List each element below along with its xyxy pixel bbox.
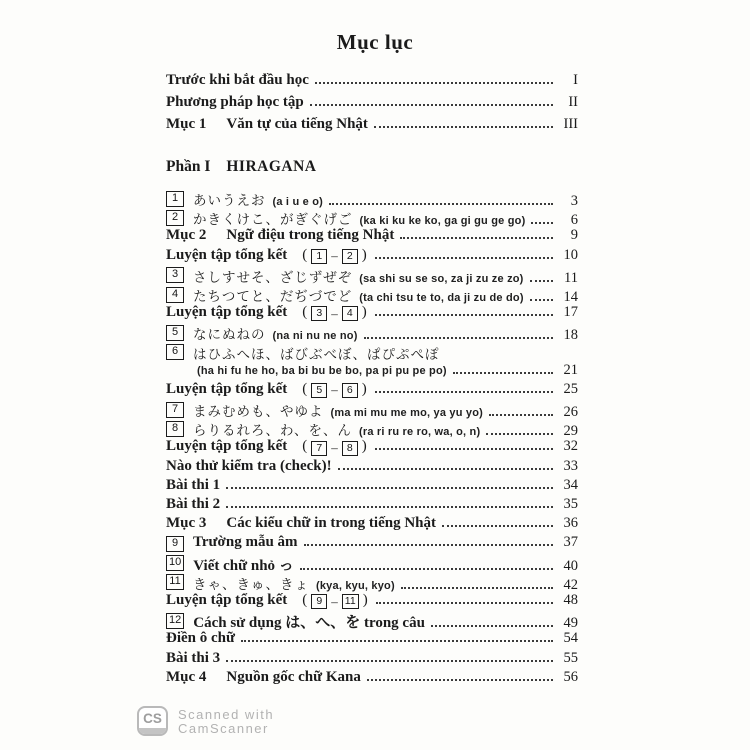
toc-row (166, 247, 578, 266)
page-number: 14 (563, 288, 578, 305)
practice-label: Luyện tập tổng kết (166, 380, 288, 397)
kana-text: らりるれろ、わ、を、ん (193, 423, 352, 440)
page-number: 10 (563, 246, 578, 263)
kana-text: かきくけこ、がぎぐげご (193, 212, 353, 229)
page-number: 11 (564, 269, 578, 286)
range-dash: – (331, 248, 338, 264)
dot-leader (304, 544, 553, 546)
toc-row (166, 496, 578, 515)
toc-row (166, 72, 578, 94)
section-label: Mục 1 (166, 116, 207, 132)
toc-row (166, 438, 578, 457)
watermark-text (178, 708, 274, 735)
dot-leader (489, 414, 553, 416)
range-start-box: 3 (311, 306, 327, 321)
dot-leader (310, 104, 553, 106)
page-number: 6 (570, 212, 578, 229)
kana-text: さしすせそ、ざじずぜぞ (193, 269, 353, 286)
page-number: 49 (563, 615, 578, 632)
romaji-text: (na ni nu ne no) (272, 330, 358, 343)
item-label: Cách sử dụng は、へ、を trong câu (193, 615, 425, 632)
range-start-box: 1 (311, 249, 327, 264)
item-label: Trước khi bắt đầu học (166, 72, 309, 88)
page-title: Mục lục (336, 30, 414, 54)
kana-text: まみむめも、やゆよ (193, 404, 324, 421)
romaji-text: (ma mi mu me mo, ya yu yo) (330, 407, 484, 420)
toc-row (166, 573, 578, 592)
dot-leader (315, 82, 553, 84)
item-number-box: 10 (166, 555, 184, 571)
page-number: 40 (563, 557, 578, 574)
romaji-text: (kya, kyu, kyo) (316, 579, 395, 592)
range-start-box: 9 (311, 594, 327, 609)
open-paren: ( (302, 438, 308, 455)
romaji-text: (ta chi tsu te to, da ji zu de do) (359, 291, 524, 304)
romaji-text: (ra ri ru re ro, wa, o, n) (358, 426, 481, 439)
toc-row (166, 458, 578, 477)
dot-leader (401, 587, 553, 589)
toc-row (166, 94, 578, 116)
open-paren: ( (302, 246, 308, 263)
item-number-box: 2 (166, 210, 184, 226)
page-number: 26 (563, 404, 578, 421)
practice-label: Luyện tập tổng kết (166, 591, 288, 608)
toc-row (166, 611, 578, 630)
practice-label: Luyện tập tổng kết (166, 438, 288, 455)
watermark-line-1: Scanned with (178, 707, 275, 722)
item-number-box: 9 (166, 536, 184, 552)
item-label: Nguồn gốc chữ Kana (226, 668, 361, 685)
watermark-line-2: CamScanner (178, 720, 269, 736)
page-number: 34 (563, 476, 578, 493)
section-label: Mục 2 (166, 227, 207, 244)
camscanner-watermark (137, 706, 274, 736)
section-label: Mục 3 (166, 515, 207, 532)
kana-text: なにぬねの (193, 327, 266, 344)
item-label: Ngữ điệu trong tiếng Nhật (226, 227, 395, 244)
item-label: Trường mẫu âm (193, 534, 298, 551)
dot-leader (375, 391, 553, 393)
kana-text: あいうえお (193, 193, 266, 209)
dot-leader (376, 602, 553, 604)
page-number: 33 (563, 457, 578, 474)
item-number-box: 1 (166, 191, 184, 207)
dot-leader (300, 568, 553, 570)
dot-leader (374, 126, 553, 128)
open-paren: ( (302, 591, 308, 608)
open-paren: ( (302, 380, 308, 397)
range-dash: – (331, 305, 338, 321)
item-label: Các kiểu chữ in trong tiếng Nhật (226, 515, 436, 532)
item-number-box: 12 (166, 613, 184, 629)
page-number: III (563, 116, 578, 132)
page-number: 17 (563, 304, 578, 321)
range-end-box: 2 (342, 249, 358, 264)
page-number: 18 (563, 327, 578, 344)
page-number: I (573, 72, 578, 88)
camscanner-icon-base (139, 728, 166, 734)
toc-row (166, 650, 578, 669)
open-paren: ( (302, 304, 308, 321)
page-number: 36 (563, 515, 578, 532)
dot-leader (226, 506, 553, 508)
toc-row (166, 227, 578, 246)
page-number: 3 (570, 193, 578, 209)
toc-row (166, 534, 578, 553)
close-paren: ) (361, 246, 367, 263)
dot-leader (442, 525, 553, 527)
romaji-text: (ha hi fu he ho, ba bi bu be bo, pa pi pu pe po) (197, 364, 447, 377)
toc-row (166, 592, 578, 611)
toc-row (166, 208, 578, 227)
close-paren: ) (361, 438, 367, 455)
page-number: 35 (563, 496, 578, 512)
toc-row (166, 400, 578, 419)
toc-row (166, 362, 578, 381)
item-number-box: 11 (166, 574, 184, 590)
page-number: 21 (563, 361, 578, 378)
item-number-box: 5 (166, 325, 184, 341)
dot-leader (453, 372, 553, 374)
item-label: Viết chữ nhỏ っ (193, 557, 294, 574)
dot-leader (367, 679, 553, 681)
practice-label: Luyện tập tổng kết (166, 246, 288, 263)
toc-row (166, 381, 578, 400)
toc-row (166, 630, 578, 649)
dot-leader (400, 237, 553, 239)
close-paren: ) (362, 591, 368, 608)
page-number: 56 (563, 668, 578, 685)
toc-row (166, 285, 578, 304)
page-number: 48 (563, 591, 578, 608)
dot-leader (226, 660, 553, 662)
range-dash: – (331, 593, 338, 609)
page-number: 25 (563, 380, 578, 397)
toc-row (166, 323, 578, 342)
dot-leader (375, 314, 553, 316)
toc-row (166, 116, 578, 138)
item-number-box: 6 (166, 344, 184, 360)
dot-leader (531, 222, 553, 224)
dot-leader (530, 299, 553, 301)
part-number: Phần I (166, 158, 211, 175)
item-label: Văn tự của tiếng Nhật (226, 116, 368, 132)
toc-row (166, 304, 578, 323)
part-heading (166, 158, 750, 180)
item-label: Bài thi 1 (166, 476, 221, 493)
item-label: Bài thi 3 (166, 649, 221, 666)
close-paren: ) (361, 304, 367, 321)
item-number-box: 8 (166, 421, 184, 437)
camscanner-icon (137, 706, 168, 736)
romaji-text: (ka ki ku ke ko, ga gi gu ge go) (359, 215, 526, 228)
item-label: Điền ô chữ (166, 630, 236, 647)
dot-leader (364, 337, 553, 339)
kana-text: きゃ、きゅ、きょ (193, 576, 309, 593)
item-label: Nào thử kiểm tra (check)! (166, 457, 332, 474)
dot-leader (530, 280, 553, 282)
toc-row (166, 554, 578, 573)
range-end-box: 6 (342, 383, 358, 398)
camscanner-icon-label: CS (143, 711, 162, 726)
dot-leader (375, 257, 553, 259)
kana-text: はひふへほ、ばびぶべぼ、ぱぴぷぺぽ (193, 346, 440, 363)
toc-row (166, 669, 578, 688)
dot-leader (226, 487, 553, 489)
page-number: 29 (563, 423, 578, 440)
toc-row (166, 266, 578, 285)
romaji-text: (a i u e o) (272, 196, 323, 208)
range-start-box: 5 (311, 383, 327, 398)
kana-text: たちつてと、だぢづでど (193, 288, 353, 305)
item-number-box: 7 (166, 402, 184, 418)
dot-leader (338, 468, 553, 470)
range-start-box: 7 (311, 441, 327, 456)
page-number: II (568, 94, 578, 110)
range-dash: – (331, 382, 338, 398)
page-number: 54 (563, 630, 578, 647)
dot-leader (329, 203, 553, 205)
page-number: 9 (570, 227, 578, 244)
range-end-box: 8 (342, 441, 358, 456)
dot-leader (375, 448, 553, 450)
dot-leader (431, 625, 553, 627)
practice-label: Luyện tập tổng kết (166, 304, 288, 321)
item-number-box: 4 (166, 287, 184, 303)
front-matter-list (166, 72, 578, 138)
range-end-box: 11 (342, 594, 359, 609)
range-dash: – (331, 440, 338, 456)
item-label: Phương pháp học tập (166, 94, 304, 110)
romaji-text: (sa shi su se so, za ji zu ze zo) (359, 272, 524, 285)
dot-leader (241, 640, 553, 642)
range-end-box: 4 (342, 306, 358, 321)
toc-row (166, 419, 578, 438)
page-number: 37 (563, 534, 578, 551)
section-label: Mục 4 (166, 668, 207, 685)
toc-list (166, 189, 578, 688)
toc-row (166, 477, 578, 496)
toc-row (166, 189, 578, 208)
item-number-box: 3 (166, 267, 184, 283)
dot-leader (486, 433, 553, 435)
part-title: HIRAGANA (226, 158, 317, 175)
page-number: 42 (563, 576, 578, 593)
close-paren: ) (361, 380, 367, 397)
item-label: Bài thi 2 (166, 496, 221, 512)
page-number: 32 (563, 438, 578, 455)
toc-row (166, 343, 578, 362)
toc-row (166, 515, 578, 534)
page-number: 55 (563, 649, 578, 666)
